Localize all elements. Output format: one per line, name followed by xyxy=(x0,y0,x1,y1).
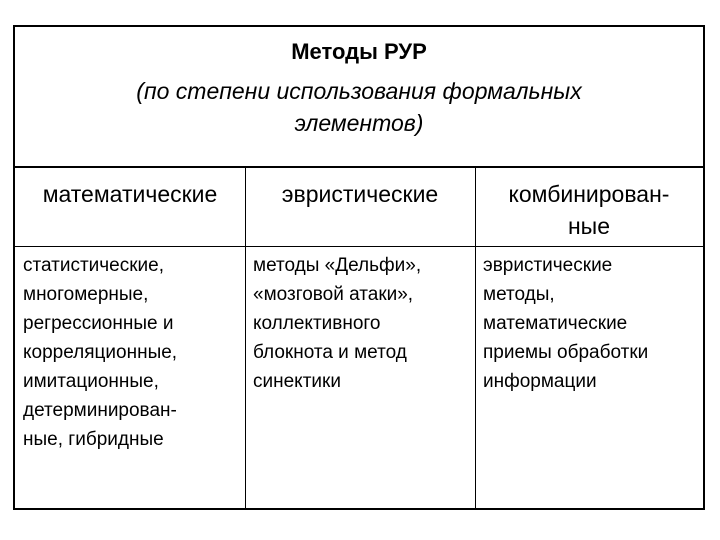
title-block xyxy=(15,27,703,168)
header-line: эвристические xyxy=(281,181,439,207)
cell-line: приемы обработки xyxy=(483,342,649,363)
header-line: комбинирован- xyxy=(508,181,670,207)
header-row-divider xyxy=(15,246,703,247)
header-line: ные xyxy=(567,213,611,239)
cell-combined-methods xyxy=(475,251,703,396)
cell-line: синектики xyxy=(253,371,341,392)
cell-line: эвристические xyxy=(483,255,613,276)
cell-line: детерминирован- xyxy=(23,400,177,421)
header-mathematical xyxy=(15,168,245,246)
cell-line: методы «Дельфи», xyxy=(253,255,422,276)
header-heuristic xyxy=(245,168,475,246)
subtitle-line: (по степени использования формальных xyxy=(136,78,582,104)
cell-line: статистические, xyxy=(23,255,165,276)
cell-line: регрессионные и xyxy=(23,313,174,334)
cell-heuristic-methods xyxy=(245,251,475,396)
header-line: математические xyxy=(42,181,218,207)
table-subtitle xyxy=(75,75,643,139)
cell-line: коллективного xyxy=(253,313,381,334)
cell-line: информации xyxy=(483,371,597,392)
cell-line: многомерные, xyxy=(23,284,149,305)
table-title: Методы РУР xyxy=(291,39,427,64)
cell-line: блокнота и метод xyxy=(253,342,407,363)
cell-line: «мозговой атаки», xyxy=(253,284,414,305)
cell-line: методы, xyxy=(483,284,555,305)
cell-line: корреляционные, xyxy=(23,342,178,363)
cell-line: имитационные, xyxy=(23,371,159,392)
methods-table-frame xyxy=(13,25,705,510)
cell-line: математические xyxy=(483,313,628,334)
cell-mathematical-methods xyxy=(15,251,245,454)
cell-line: ные, гибридные xyxy=(23,429,164,450)
subtitle-line: элементов) xyxy=(294,110,424,136)
header-combined xyxy=(475,168,703,246)
